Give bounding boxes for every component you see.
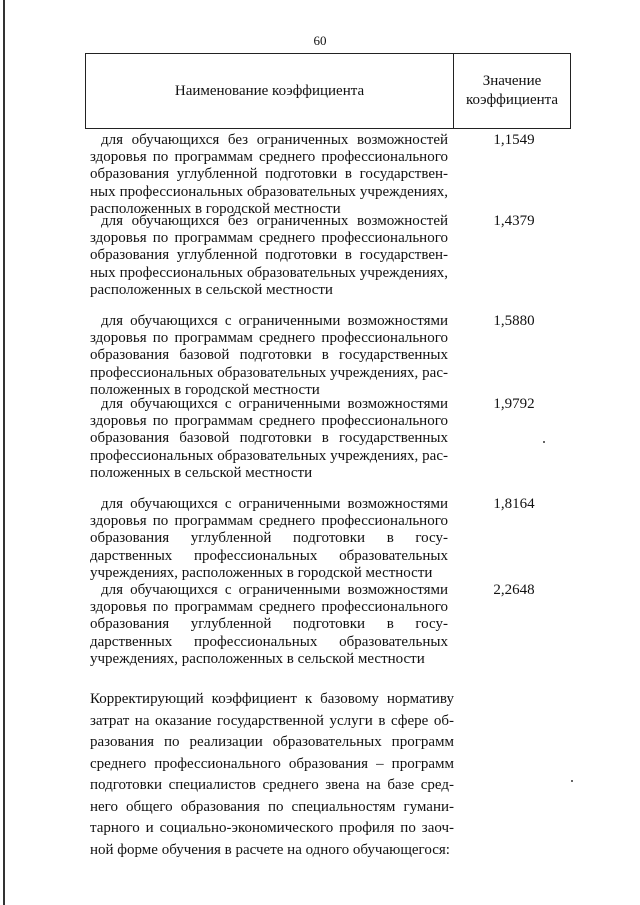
coefficient-row	[90, 396, 448, 482]
coefficient-value: 2,2648	[493, 582, 535, 598]
coefficient-row	[90, 132, 448, 218]
page-number: 60	[313, 33, 327, 48]
coefficient-row	[90, 313, 448, 399]
coefficient-value: 1,5880	[493, 313, 535, 329]
scan-speck	[543, 441, 545, 443]
coefficient-description: для обучающихся без ограниченных возможностей здоровья по программам среднего профессионального образования углубленной подготовки в государствен-ных профессиональных образовательных учреждениях, расположенных в сельской местности	[90, 213, 448, 298]
table-header	[85, 53, 571, 129]
coefficient-value: 1,8164	[493, 496, 535, 512]
coefficient-row	[90, 582, 448, 668]
correction-coefficient-paragraph	[90, 689, 454, 861]
column-header-name: Наименование коэффициента	[86, 54, 454, 128]
column-header-value-line1: Значение	[482, 73, 542, 89]
column-header-value	[454, 54, 570, 128]
coefficient-description: для обучающихся с ограниченными возможностями здоровья по программам среднего профессионального образования углубленной подготовки в госу-дарственных профессиональных образовательных учреждениях, расположенных в сельской местности	[90, 582, 448, 667]
column-header-value-line2: коэффициента	[465, 92, 559, 108]
coefficient-description: для обучающихся с ограниченными возможностями здоровья по программам среднего профессионального образования базовой подготовки в государственных профессиональных образовательных учреждениях, рас-положенных в сельской местности	[90, 396, 448, 481]
coefficient-value: 1,9792	[493, 396, 535, 412]
coefficient-row	[90, 213, 448, 299]
coefficient-description: для обучающихся с ограниченными возможностями здоровья по программам среднего профессионального образования базовой подготовки в государственных профессиональных образовательных учреждениях, рас-положенных в городской местности	[90, 313, 448, 398]
coefficient-value: 1,1549	[493, 132, 535, 148]
correction-coefficient-text: Корректирующий коэффициент к базовому нормативу затрат на оказание государственной услуги в сфере об-разования по реализации образовательных программ среднего профессионального образования – программ подготовки специалистов среднего звена на базе сред-него общего образования по специальностям гумани-тарного и социально-экономического профиля по заоч-ной форме обучения в расчете на одного обучающегося:	[90, 691, 454, 858]
coefficient-value: 1,4379	[493, 213, 535, 229]
coefficient-description: для обучающихся с ограниченными возможностями здоровья по программам среднего профессионального образования углубленной подготовки в госу-дарственных профессиональных образовательных учреждениях, расположенных в городской местности	[90, 496, 448, 581]
scan-margin-line	[3, 0, 5, 905]
coefficient-description: для обучающихся без ограниченных возможностей здоровья по программам среднего профессионального образования углубленной подготовки в государствен-ных профессиональных образовательных учреждениях, расположенных в городской местности	[90, 132, 448, 217]
scan-speck	[571, 780, 573, 782]
coefficient-row	[90, 496, 448, 582]
